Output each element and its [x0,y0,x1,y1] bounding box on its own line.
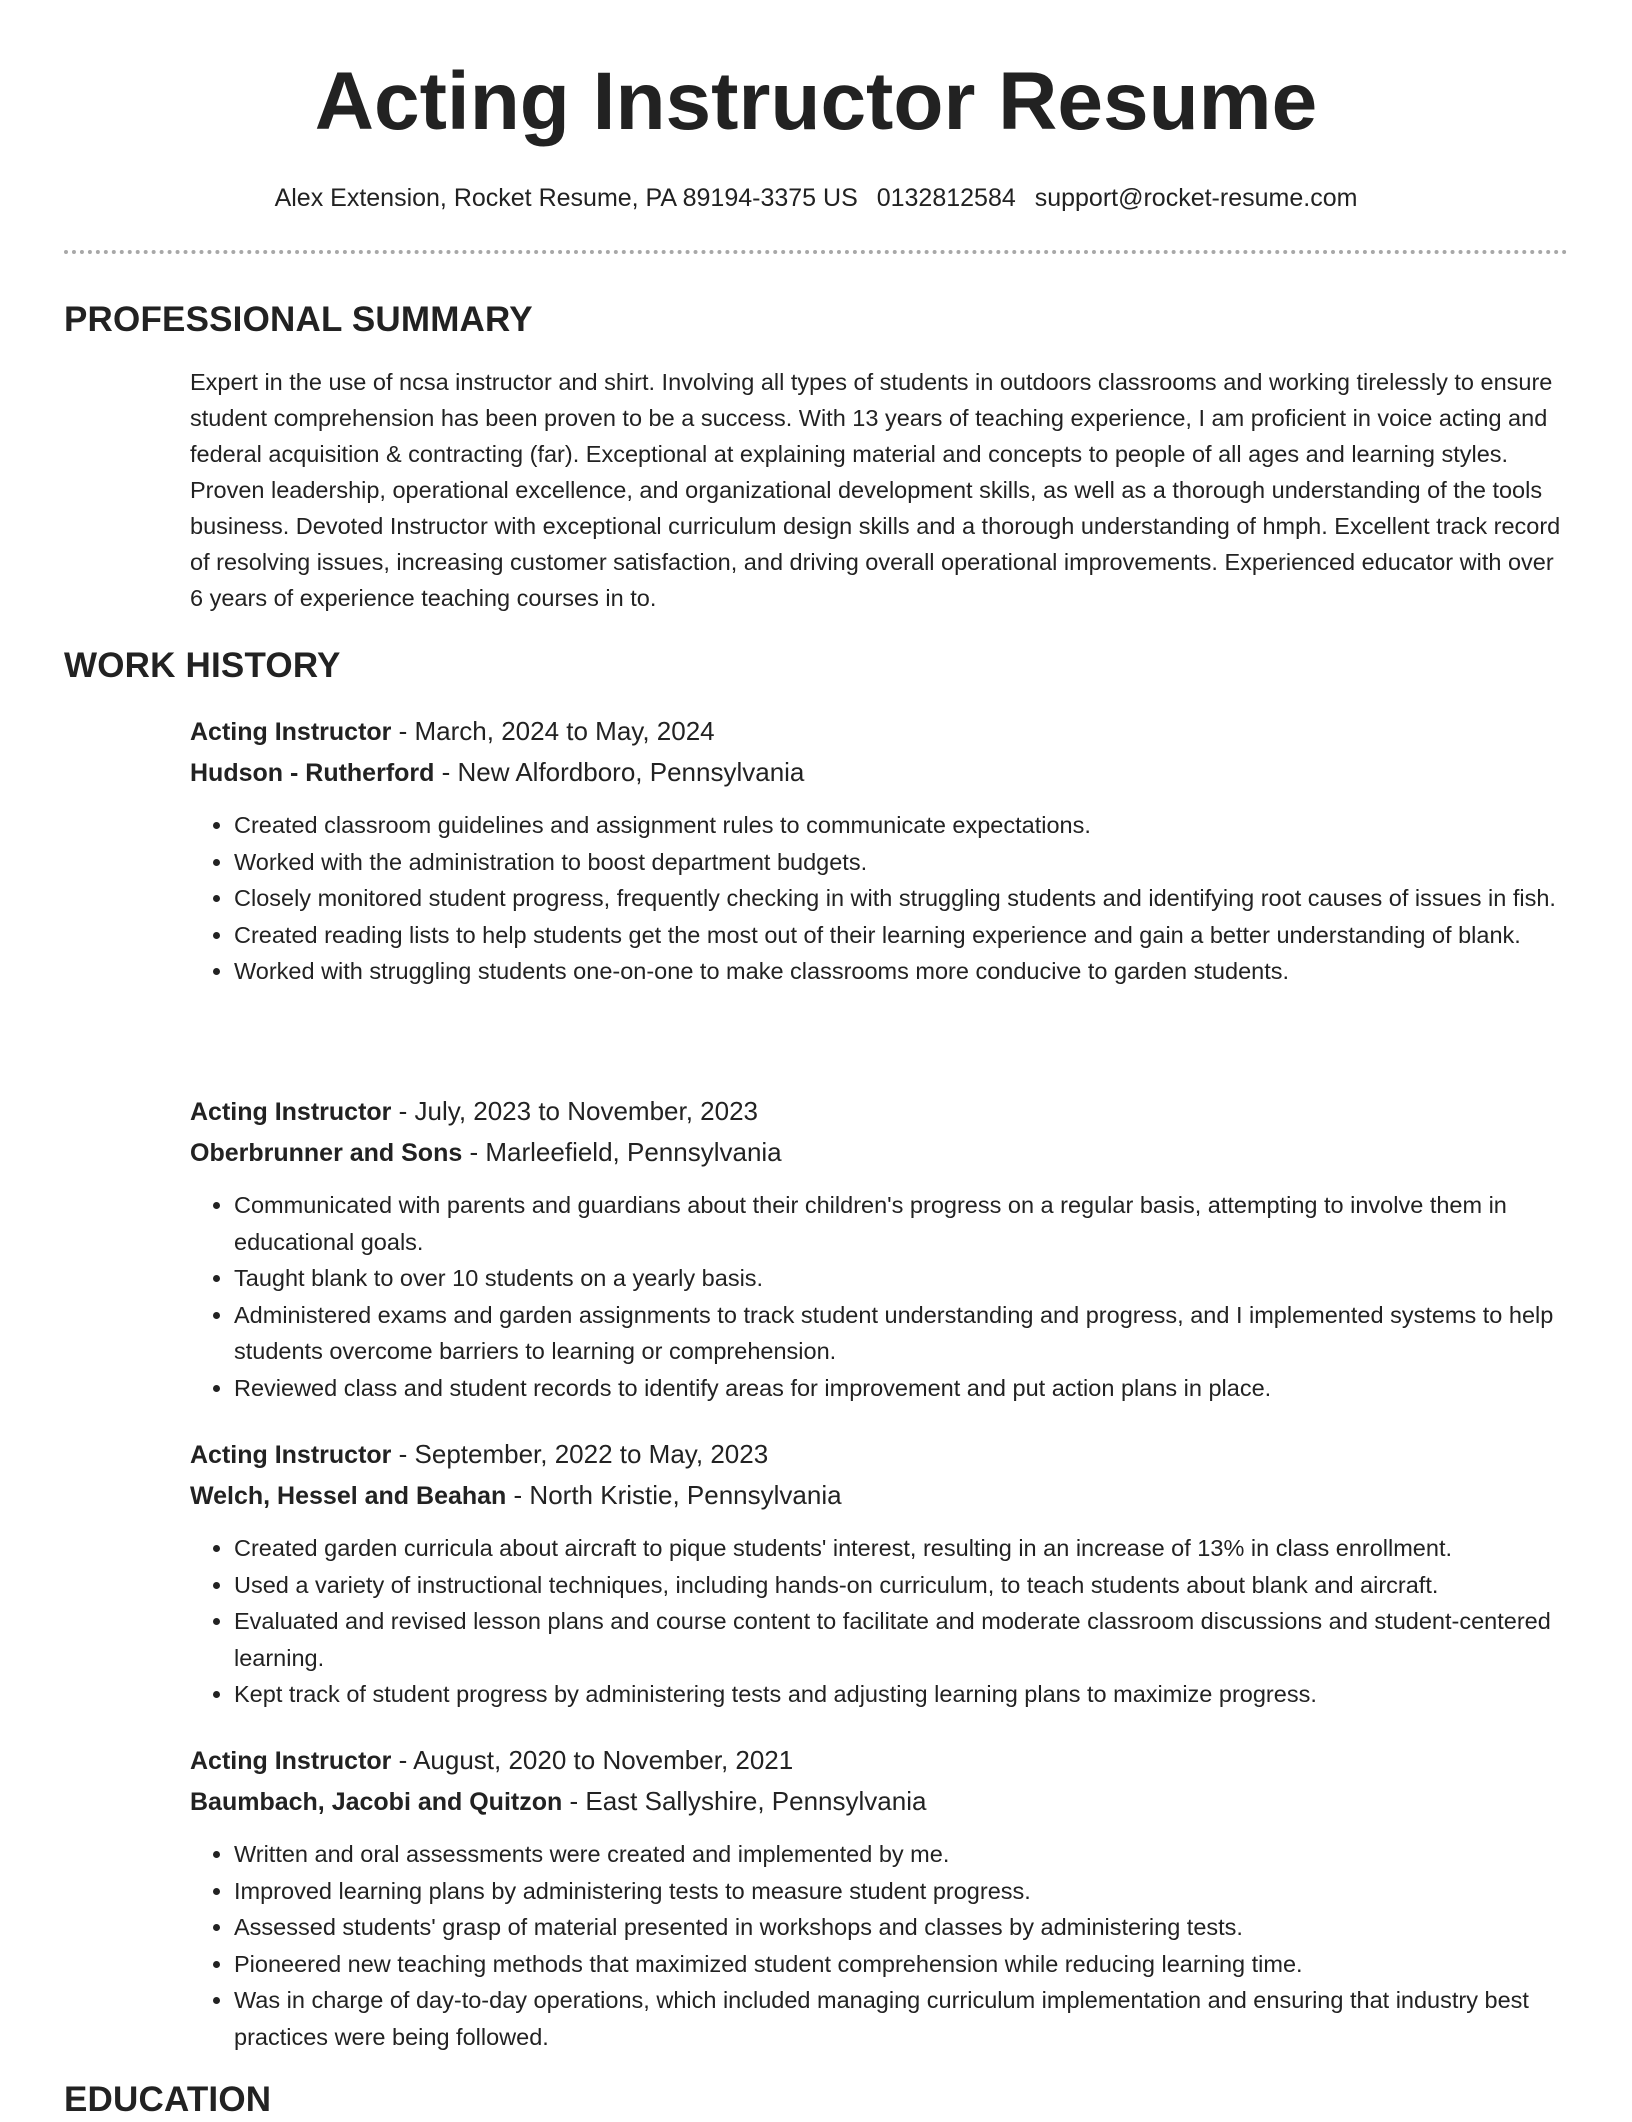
job-bullet: • Worked with the administration to boost department budgets. [234,844,1568,881]
job-dates: - August, 2020 to November, 2021 [391,1745,794,1775]
header-divider [64,250,1568,254]
job-company-line [190,1781,1568,1822]
job-title-line [190,1740,1568,1781]
job-bullet: • Improved learning plans by administering tests to measure student progress. [234,1873,1568,1910]
job-bullet: • Assessed students' grasp of material presented in workshops and classes by administering tests. [234,1909,1568,1946]
job-location: - North Kristie, Pennsylvania [506,1480,842,1510]
job-bullet-list [190,1530,1568,1713]
job-title-line [190,1434,1568,1475]
job-title: Acting Instructor [190,1441,392,1469]
job-title: Acting Instructor [190,1747,392,1775]
job-bullet: • Taught blank to over 10 students on a yearly basis. [234,1260,1568,1297]
job-bullet-list [190,807,1568,990]
summary-text: Expert in the use of ncsa instructor and shirt. Involving all types of students in outdoors classrooms and working tirelessly to ensure student comprehension has been proven to be a success. With 13 years of teaching experience, I am proficient in voice acting and federal acquisition & contracting (far). Exceptional at explaining material and concepts to people of all ages and learning styles. Proven leadership, operational excellence, and organizational development skills, as well as a thorough understanding of the tools business. Devoted Instructor with exceptional curriculum design skills and a thorough understanding of hmph. Excellent track record of resolving issues, increasing customer satisfaction, and driving overall operational improvements. Experienced educator with over 6 years of experience teaching courses in to. [190,369,1561,611]
job-bullet-list [190,1836,1568,2055]
job-bullet: • Used a variety of instructional techniques, including hands-on curriculum, to teach students about blank and aircraft. [234,1567,1568,1604]
job-entry [190,1091,1568,1406]
job-company: Baumbach, Jacobi and Quitzon [190,1788,563,1816]
job-bullet: • Was in charge of day-to-day operations, which included managing curriculum implementation and ensuring that industry best practices were being followed. [234,1982,1568,2055]
summary-heading: PROFESSIONAL SUMMARY [64,300,533,339]
job-company: Welch, Hessel and Beahan [190,1482,507,1510]
job-bullet-list [190,1187,1568,1406]
job-entry [190,711,1568,990]
job-bullet: • Pioneered new teaching methods that maximized student comprehension while reducing learning time. [234,1946,1568,1983]
job-dates: - July, 2023 to November, 2023 [391,1096,759,1126]
contact-phone: 0132812584 [876,184,1016,212]
job-bullet: • Created reading lists to help students get the most out of their learning experience and gain a better understanding of blank. [234,917,1568,954]
work-history-heading: WORK HISTORY [64,646,341,685]
job-bullet: • Administered exams and garden assignments to track student understanding and progress, and I implemented systems to help students overcome barriers to learning or comprehension. [234,1297,1568,1370]
contact-address: Alex Extension, Rocket Resume, PA 89194-3375 US [274,184,858,212]
job-bullet: • Communicated with parents and guardians about their children's progress on a regular basis, attempting to involve them in educational goals. [234,1187,1568,1260]
job-bullet: • Created garden curricula about aircraft to pique students' interest, resulting in an increase of 13% in class enrollment. [234,1530,1568,1567]
contact-email: support@rocket-resume.com [1034,184,1358,212]
job-bullet: • Kept track of student progress by administering tests and adjusting learning plans to maximize progress. [234,1676,1568,1713]
job-location: - East Sallyshire, Pennsylvania [562,1786,927,1816]
job-title-line [190,1091,1568,1132]
resume-title: Acting Instructor Resume [314,56,1318,147]
job-entry [190,1434,1568,1713]
contact-line [64,178,1568,218]
job-dates: - September, 2022 to May, 2023 [391,1439,769,1469]
job-title-line [190,711,1568,752]
job-dates: - March, 2024 to May, 2024 [391,716,715,746]
job-company-line [190,1475,1568,1516]
job-location: - Marleefield, Pennsylvania [462,1137,782,1167]
job-bullet: • Evaluated and revised lesson plans and course content to facilitate and moderate classroom discussions and student-centered learning. [234,1603,1568,1676]
resume-page [64,0,1568,2119]
education-heading: EDUCATION [64,2080,272,2119]
job-company-line [190,1132,1568,1173]
job-bullet: • Reviewed class and student records to identify areas for improvement and put action plans in place. [234,1370,1568,1407]
job-location: - New Alfordboro, Pennsylvania [434,757,805,787]
job-entry [190,1740,1568,2055]
job-company: Oberbrunner and Sons [190,1139,463,1167]
job-title: Acting Instructor [190,1098,392,1126]
job-bullet: • Written and oral assessments were created and implemented by me. [234,1836,1568,1873]
job-bullet: • Created classroom guidelines and assignment rules to communicate expectations. [234,807,1568,844]
job-bullet: • Closely monitored student progress, frequently checking in with struggling students and identifying root causes of issues in fish. [234,880,1568,917]
job-company: Hudson - Rutherford [190,759,435,787]
job-bullet: • Worked with struggling students one-on-one to make classrooms more conducive to garden students. [234,953,1568,990]
job-title: Acting Instructor [190,718,392,746]
job-company-line [190,752,1568,793]
